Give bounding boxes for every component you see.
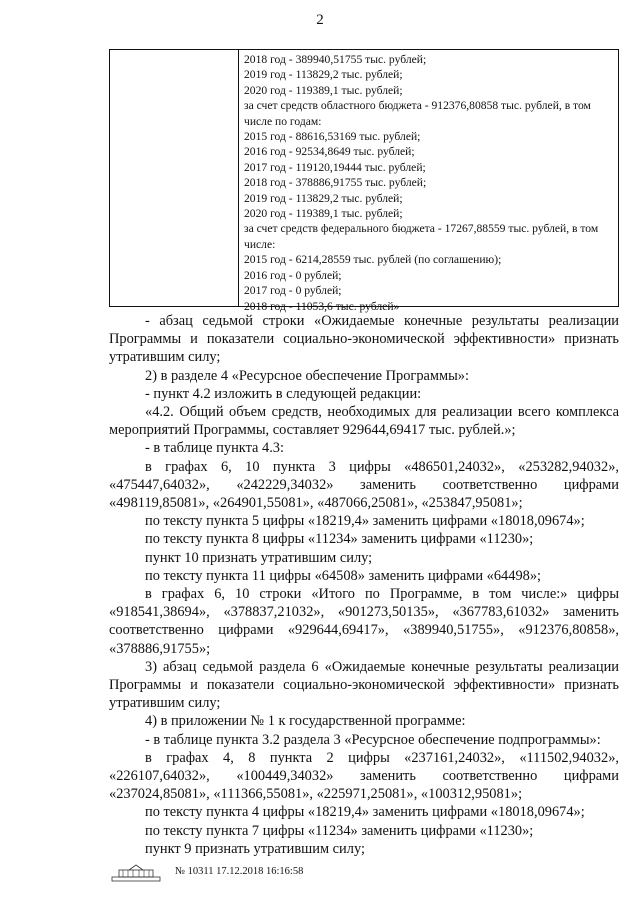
- table-line: за счет средств федерального бюджета - 17267,88559 тыс. рублей, в том числе:: [244, 222, 599, 251]
- paragraph: 2) в разделе 4 «Ресурсное обеспечение Программы»:: [145, 367, 469, 384]
- paragraph: по тексту пункта 8 цифры «11234» заменить цифрами «11230»;: [145, 531, 534, 548]
- funding-table: [109, 49, 619, 313]
- registry-stamp-icon: [111, 864, 161, 882]
- paragraph: - пункт 4.2 изложить в следующей редакции:: [145, 385, 422, 402]
- table-left-cell: [110, 50, 239, 306]
- table-line: 2019 год - 113829,2 тыс. рублей;: [244, 191, 403, 205]
- paragraph: по тексту пункта 7 цифры «11234» заменить цифрами «11230»;: [145, 822, 534, 839]
- table-line: за счет средств областного бюджета - 912376,80858 тыс. рублей, в том числе по годам:: [244, 99, 591, 128]
- table-line: 2020 год - 119389,1 тыс. рублей;: [244, 207, 403, 221]
- document-registration-info: № 10311 17.12.2018 16:16:58: [175, 866, 304, 877]
- table-line: 2020 год - 119389,1 тыс. рублей;: [244, 83, 403, 97]
- paragraph: - в таблице пункта 4.3:: [145, 440, 285, 457]
- paragraph: - в таблице пункта 3.2 раздела 3 «Ресурсное обеспечение подпрограммы»:: [145, 731, 601, 748]
- table-line: 2016 год - 0 рублей;: [244, 268, 342, 282]
- paragraph: пункт 9 признать утратившим силу;: [145, 840, 365, 857]
- table-right-cell: [244, 52, 616, 314]
- paragraph: по тексту пункта 11 цифры «64508» заменить цифрами «64498»;: [145, 567, 542, 584]
- table-line: 2018 год - 389940,51755 тыс. рублей;: [244, 53, 427, 66]
- document-footer: [111, 862, 411, 884]
- paragraph: «4.2. Общий объем средств, необходимых для реализации всего комплекса мероприятий Программы, составляет 929644,69417 тыс. рублей.»;: [109, 404, 619, 439]
- table-line: 2015 год - 6214,28559 тыс. рублей (по соглашению);: [244, 253, 502, 267]
- table-line: 2018 год - 11053,6 тыс. рублей»: [244, 299, 400, 313]
- paragraph: пункт 10 признать утратившим силу;: [145, 549, 373, 566]
- document-body: [109, 312, 619, 858]
- page-number: 2: [316, 12, 324, 28]
- paragraph: 4) в приложении № 1 к государственной программе:: [145, 713, 466, 730]
- table-line: 2015 год - 88616,53169 тыс. рублей;: [244, 130, 421, 144]
- paragraph: в графах 6, 10 пункта 3 цифры «486501,24032», «253282,94032», «475447,64032», «242229,34032» заменить соответственно цифрами «498119,85081», «264901,55081», «487066,25081», «253847,95081»;: [109, 458, 619, 512]
- table-line: 2017 год - 0 рублей;: [244, 284, 342, 298]
- paragraph: 3) абзац седьмой раздела 6 «Ожидаемые конечные результаты реализации Программы и показатели социально-экономической эффективности» признать утратившим силу;: [109, 658, 619, 712]
- paragraph: в графах 6, 10 строки «Итого по Программе, в том числе:» цифры «918541,38694», «378837,21032», «901273,50135», «367783,61032» заменить соответственно цифрами «929644,69417», «389940,51755», «912376,80858», «378886,91755»;: [109, 586, 619, 657]
- table-line: 2017 год - 119120,19444 тыс. рублей;: [244, 160, 426, 174]
- table-line: 2016 год - 92534,8649 тыс. рублей;: [244, 145, 415, 159]
- paragraph: - абзац седьмой строки «Ожидаемые конечные результаты реализации Программы и показатели социально-экономической эффективности» признать утратившим силу;: [109, 313, 619, 366]
- paragraph: по тексту пункта 5 цифры «18219,4» заменить цифрами «18018,09674»;: [145, 513, 585, 530]
- table-line: 2018 год - 378886,91755 тыс. рублей;: [244, 176, 427, 190]
- paragraph: в графах 4, 8 пункта 2 цифры «237161,24032», «111502,94032», «226107,64032», «100449,34032» заменить соответственно цифрами «237024,85081», «111366,55081», «225971,25081», «100312,95081»;: [109, 749, 619, 803]
- table-line: 2019 год - 113829,2 тыс. рублей;: [244, 68, 403, 82]
- paragraph: по тексту пункта 4 цифры «18219,4» заменить цифрами «18018,09674»;: [145, 804, 585, 821]
